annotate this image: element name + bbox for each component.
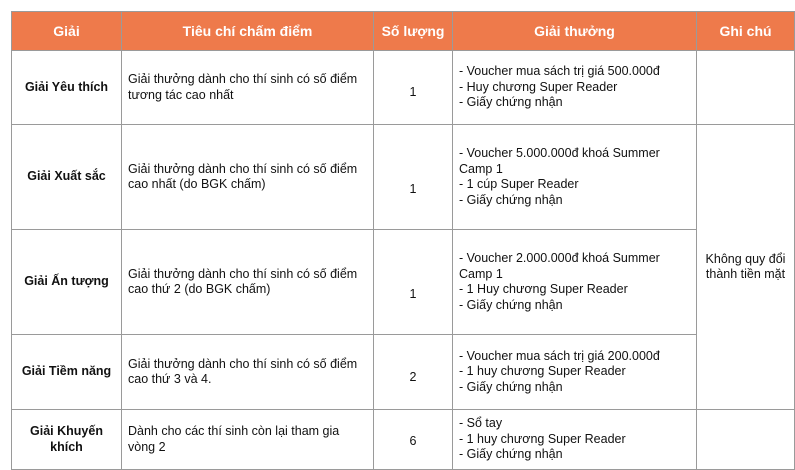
award-name: Giải Yêu thích <box>12 51 122 125</box>
award-prizes <box>453 125 697 230</box>
award-name: Giải Ấn tượng <box>12 230 122 335</box>
award-criteria: Giải thưởng dành cho thí sinh có số điểm cao nhất (do BGK chấm) <box>122 125 374 230</box>
note-cell: Không quy đổi thành tiền mặt <box>697 125 795 410</box>
prize-item: - Voucher mua sách trị giá 200.000đ <box>459 348 660 363</box>
header-quantity: Số lượng <box>374 12 453 51</box>
table-row <box>12 125 795 230</box>
award-prizes <box>453 410 697 470</box>
header-row <box>12 12 795 51</box>
award-name: Giải Khuyến khích <box>12 410 122 470</box>
award-criteria: Giải thưởng dành cho thí sinh có số điểm cao thứ 3 và 4. <box>122 335 374 410</box>
prize-item: - Sổ tay <box>459 416 503 431</box>
prize-item: - 1 huy chương Super Reader <box>459 364 626 379</box>
table-row <box>12 230 795 335</box>
table-row <box>12 335 795 410</box>
table-row <box>12 410 795 470</box>
award-criteria: Giải thưởng dành cho thí sinh có số điểm tương tác cao nhất <box>122 51 374 125</box>
note-cell-empty <box>697 410 795 470</box>
award-quantity: 1 <box>374 125 453 230</box>
prize-item: - Huy chương Super Reader <box>459 79 618 94</box>
table-row <box>12 51 795 125</box>
prize-item: - 1 huy chương Super Reader <box>459 431 626 446</box>
award-prizes <box>453 51 697 125</box>
award-prizes <box>453 230 697 335</box>
prize-item: - Giấy chứng nhận <box>459 297 563 312</box>
prize-item: - Giấy chứng nhận <box>459 95 563 110</box>
award-name: Giải Xuất sắc <box>12 125 122 230</box>
award-name: Giải Tiềm năng <box>12 335 122 410</box>
award-quantity: 2 <box>374 335 453 410</box>
prize-item: - Voucher mua sách trị giá 500.000đ <box>459 64 660 79</box>
prize-item: - Voucher 2.000.000đ khoá Summer Camp 1 <box>459 251 660 281</box>
prize-item: - Giấy chứng nhận <box>459 379 563 394</box>
award-quantity: 1 <box>374 230 453 335</box>
prize-item: - Giấy chứng nhận <box>459 447 563 462</box>
header-award: Giải <box>12 12 122 51</box>
award-quantity: 6 <box>374 410 453 470</box>
award-prizes <box>453 335 697 410</box>
prize-item: - 1 cúp Super Reader <box>459 177 579 191</box>
awards-table <box>11 11 795 470</box>
prize-item: - 1 Huy chương Super Reader <box>459 282 628 296</box>
header-prize: Giải thưởng <box>453 12 697 51</box>
award-criteria: Giải thưởng dành cho thí sinh có số điểm cao thứ 2 (do BGK chấm) <box>122 230 374 335</box>
award-quantity: 1 <box>374 51 453 125</box>
prize-item: - Voucher 5.000.000đ khoá Summer Camp 1 <box>459 146 660 176</box>
prize-item: - Giấy chứng nhận <box>459 192 563 207</box>
header-criteria: Tiêu chí chấm điểm <box>122 12 374 51</box>
note-cell-empty <box>697 51 795 125</box>
award-criteria: Dành cho các thí sinh còn lại tham gia vòng 2 <box>122 410 374 470</box>
header-note: Ghi chú <box>697 12 795 51</box>
